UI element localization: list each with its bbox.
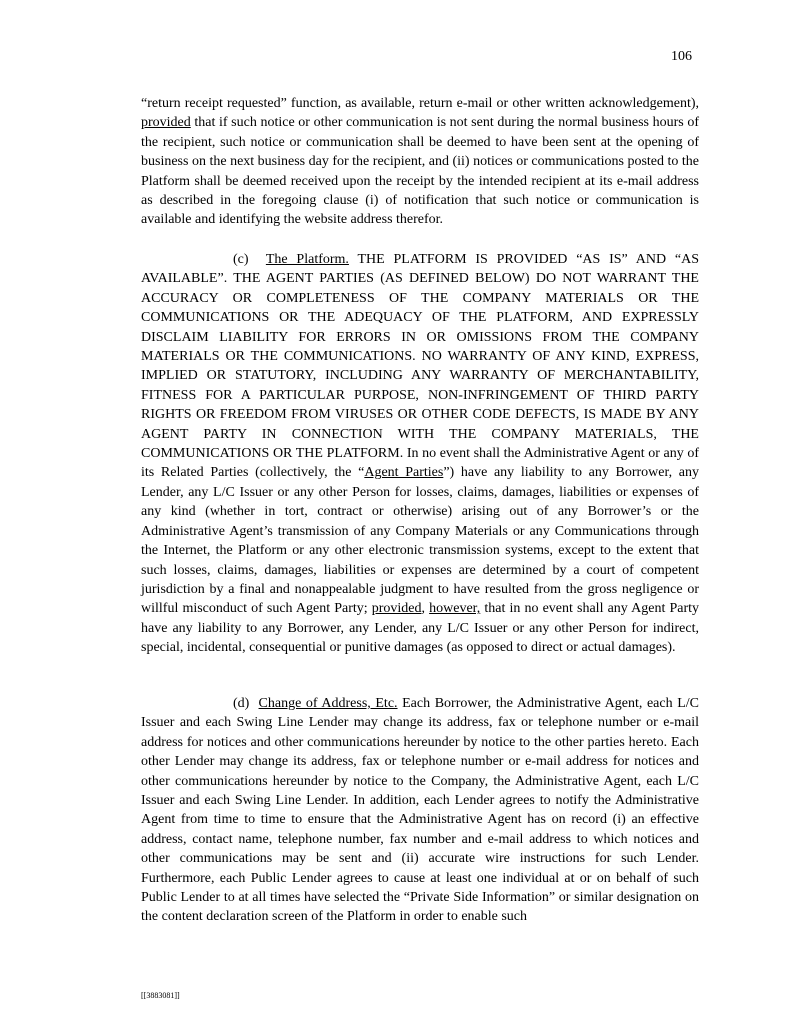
section-d-change-of-address: (d) Change of Address, Etc. Each Borrower, the Administrative Agent, each L/C Issuer and each Swing Line Lender may change its address, fax or telephone number or e-mail address for notices and other communications hereunder by notice to the other parties hereto. Each other Lender may change its address, fax or telephone number or e-mail address for notices and other communications hereunder by notice to the Company, the Administrative Agent, each L/C Issuer and each Swing Line Lender. In addition, each Lender agrees to notify the Administrative Agent from time to time to ensure that the Administrative Agent has on record (i) an effective address, contact name, telephone number, fax number and e-mail address to which notices and other communications may be sent and (ii) accurate wire instructions for such Lender. Furthermore, each Public Lender agrees to cause at least one individual at or on behalf of such Public Lender to at all times have selected the “Private Side Information” or similar designation on the content declaration screen of the Platform in order to enable such <box>141 696 699 925</box>
section-label: (c) <box>233 252 249 267</box>
however-term: however, <box>429 601 481 617</box>
provided-term: provided <box>141 115 191 131</box>
section-c-the-platform: (c) The Platform. THE PLATFORM IS PROVIDED “AS IS” AND “AS AVAILABLE”. THE AGENT PARTIES (AS DEFINED BELOW) DO NOT WARRANT THE ACCURACY OR COMPLETENESS OF THE COMPANY MATERIALS OR THE COMMUNICATIONS OR THE ADEQUACY OF THE PLATFORM, AND EXPRESSLY DISCLAIM LIABILITY FOR ERRORS IN OR OMISSIONS FROM THE COMPANY MATERIALS OR THE COMMUNICATIONS. NO WARRANTY OF ANY KIND, EXPRESS, IMPLIED OR STATUTORY, INCLUDING ANY WARRANTY OF MERCHANTABILITY, FITNESS FOR A PARTICULAR PURPOSE, NON-INFRINGEMENT OF THIRD PARTY RIGHTS OR FREEDOM FROM VIRUSES OR OTHER CODE DEFECTS, IS MADE BY ANY AGENT PARTY IN CONNECTION WITH THE COMPANY MATERIALS, THE COMMUNICATIONS OR THE PLATFORM. In no event shall the Administrative Agent or any of its Related Parties (collectively, the “Agent Parties”) have any liability to any Borrower, any Lender, any L/C Issuer or any other Person for losses, claims, damages, liabilities or expenses of any kind (whether in tort, contract or otherwise) arising out of any Borrower’s or the Administrative Agent’s transmission of any Company Materials or any Communications through the Internet, the Platform or any other electronic transmission systems, except to the extent that such losses, claims, damages, liabilities or expenses are determined by a court of competent jurisdiction by a final and nonappealable judgment to have resulted from the gross negligence or willful misconduct of such Agent Party; provided, however, that in no event shall any Agent Party have any liability to any Borrower, any Lender, any L/C Issuer or any other Person for indirect, special, incidental, consequential or punitive damages (as opposed to direct or actual damages). <box>141 252 700 656</box>
section-heading: The Platform. <box>265 252 349 267</box>
paragraph-continuation: “return receipt requested” function, as available, return e-mail or other written acknowledgement), provided that if such notice or other communication is not sent during the normal business hours of the recipient, such notice or communication shall be deemed to have been sent at the opening of business on the next business day for the recipient, and (ii) notices or communications posted to the Platform shall be deemed received upon the receipt by the intended recipient at its e-mail address as described in the foregoing clause (i) of notification that such notice or communication is available and identifying the website address therefor. <box>141 96 699 228</box>
provided-term: provided <box>371 601 422 617</box>
page-number: 106 <box>671 49 692 64</box>
document-id-footer: [[3883081]] <box>141 991 180 1000</box>
section-heading: Change of Address, Etc. <box>258 696 398 711</box>
agent-parties-term: Agent Parties <box>364 465 444 481</box>
section-label: (d) <box>233 696 250 711</box>
